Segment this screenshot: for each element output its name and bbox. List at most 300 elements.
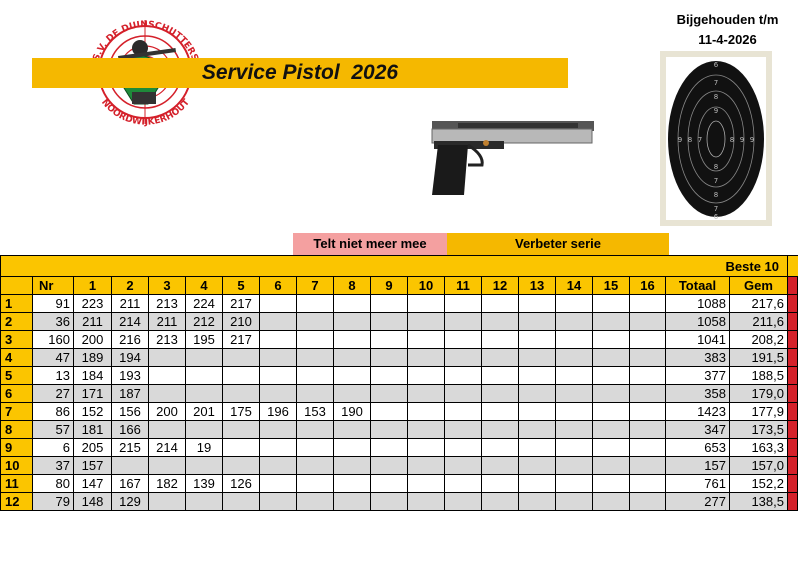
score-cell <box>371 439 408 457</box>
update-label: Bijgehouden t/m <box>676 12 779 27</box>
column-header: Totaal <box>666 277 730 295</box>
score-cell: 129 <box>112 493 149 511</box>
score-cell: 153 <box>297 403 334 421</box>
table-row <box>1 421 798 439</box>
score-cell: 19 <box>186 439 223 457</box>
score-cell <box>297 313 334 331</box>
score-cell <box>186 421 223 439</box>
score-cell <box>149 493 186 511</box>
score-cell: 214 <box>149 439 186 457</box>
table-row <box>1 349 798 367</box>
total-cell: 383 <box>666 349 730 367</box>
total-cell: 653 <box>666 439 730 457</box>
average-cell: 138,5 <box>730 493 788 511</box>
edge-strip <box>788 457 798 475</box>
score-cell: 214 <box>112 313 149 331</box>
score-cell <box>186 457 223 475</box>
score-cell <box>630 295 666 313</box>
shooter-nr-cell: 36 <box>33 313 74 331</box>
target-ring-number: 8 <box>713 93 719 101</box>
shooter-nr-cell: 80 <box>33 475 74 493</box>
score-cell <box>445 349 482 367</box>
total-cell: 377 <box>666 367 730 385</box>
score-cell <box>334 331 371 349</box>
total-cell: 347 <box>666 421 730 439</box>
score-cell: 157 <box>74 457 112 475</box>
score-cell <box>519 349 556 367</box>
average-cell: 177,9 <box>730 403 788 421</box>
score-cell: 156 <box>112 403 149 421</box>
table-row <box>1 493 798 511</box>
score-cell <box>556 457 593 475</box>
score-cell <box>186 493 223 511</box>
score-cell <box>149 385 186 403</box>
shooter-nr-cell: 27 <box>33 385 74 403</box>
edge-strip <box>788 475 798 493</box>
score-cell <box>556 367 593 385</box>
score-cell <box>630 385 666 403</box>
score-cell <box>519 367 556 385</box>
shooter-nr-cell: 37 <box>33 457 74 475</box>
score-cell <box>445 421 482 439</box>
score-cell <box>260 475 297 493</box>
score-cell <box>556 313 593 331</box>
score-cell <box>445 493 482 511</box>
rank-cell: 9 <box>1 439 33 457</box>
score-cell <box>445 385 482 403</box>
score-cell <box>371 493 408 511</box>
column-header: 9 <box>371 277 408 295</box>
rank-cell: 2 <box>1 313 33 331</box>
score-cell: 189 <box>74 349 112 367</box>
logo-text-bottom: NOORDWIJKERHOUT <box>99 97 192 128</box>
score-cell <box>260 421 297 439</box>
score-cell <box>556 475 593 493</box>
score-cell <box>297 421 334 439</box>
average-cell: 152,2 <box>730 475 788 493</box>
score-cell <box>482 331 519 349</box>
score-cell <box>593 385 630 403</box>
score-cell <box>260 385 297 403</box>
pistol-image <box>428 115 598 200</box>
score-cell <box>371 475 408 493</box>
score-cell: 167 <box>112 475 149 493</box>
score-cell <box>630 439 666 457</box>
column-header: 13 <box>519 277 556 295</box>
score-cell <box>630 313 666 331</box>
score-cell <box>445 367 482 385</box>
score-cell: 223 <box>74 295 112 313</box>
column-header: 5 <box>223 277 260 295</box>
rank-cell: 10 <box>1 457 33 475</box>
score-cell <box>371 385 408 403</box>
score-cell <box>482 421 519 439</box>
score-cell <box>334 295 371 313</box>
edge-strip <box>788 403 798 421</box>
shooter-nr-cell: 13 <box>33 367 74 385</box>
target-ring-number: 8 <box>713 191 719 199</box>
edge-strip <box>788 385 798 403</box>
score-cell <box>556 439 593 457</box>
score-cell <box>334 421 371 439</box>
score-cell: 139 <box>186 475 223 493</box>
table-row <box>1 439 798 457</box>
legend-improved-series: Verbeter serie <box>447 233 669 255</box>
score-cell <box>593 457 630 475</box>
score-cell <box>482 313 519 331</box>
score-cell: 126 <box>223 475 260 493</box>
target-ring-number: 7 <box>713 79 719 87</box>
column-header: 3 <box>149 277 186 295</box>
table-top-row <box>1 256 798 277</box>
shooter-nr-cell: 160 <box>33 331 74 349</box>
average-cell: 163,3 <box>730 439 788 457</box>
target-ring-number: 7 <box>697 136 703 144</box>
score-cell: 181 <box>74 421 112 439</box>
score-cell: 187 <box>112 385 149 403</box>
score-cell <box>519 385 556 403</box>
total-cell: 1088 <box>666 295 730 313</box>
score-cell: 190 <box>334 403 371 421</box>
score-cell <box>149 457 186 475</box>
score-cell <box>371 403 408 421</box>
score-cell <box>556 493 593 511</box>
score-cell <box>260 439 297 457</box>
score-cell <box>223 457 260 475</box>
top-blank <box>1 256 666 277</box>
score-cell <box>630 475 666 493</box>
score-cell <box>297 367 334 385</box>
legend-not-counted: Telt niet meer mee <box>293 233 447 255</box>
score-cell <box>519 313 556 331</box>
score-cell <box>593 403 630 421</box>
score-cell <box>445 457 482 475</box>
column-header: 8 <box>334 277 371 295</box>
target-ring-number: 9 <box>739 136 745 144</box>
score-cell <box>593 331 630 349</box>
column-header: 11 <box>445 277 482 295</box>
score-cell <box>408 421 445 439</box>
total-cell: 1041 <box>666 331 730 349</box>
score-cell <box>482 349 519 367</box>
score-cell: 215 <box>112 439 149 457</box>
score-cell: 224 <box>186 295 223 313</box>
target-ring-number: 7 <box>713 177 719 185</box>
average-cell: 208,2 <box>730 331 788 349</box>
score-cell <box>334 367 371 385</box>
score-cell <box>519 403 556 421</box>
shooter-nr-cell: 79 <box>33 493 74 511</box>
score-cell <box>593 349 630 367</box>
column-header: 16 <box>630 277 666 295</box>
rank-cell: 6 <box>1 385 33 403</box>
score-cell <box>408 493 445 511</box>
score-cell: 175 <box>223 403 260 421</box>
edge-strip <box>788 367 798 385</box>
score-cell <box>408 367 445 385</box>
header-corner <box>1 277 33 295</box>
score-cell: 210 <box>223 313 260 331</box>
score-cell <box>630 457 666 475</box>
score-cell <box>519 457 556 475</box>
score-cell <box>297 475 334 493</box>
total-cell: 157 <box>666 457 730 475</box>
score-cell <box>223 493 260 511</box>
rank-cell: 5 <box>1 367 33 385</box>
score-cell <box>334 385 371 403</box>
shooter-nr-cell: 86 <box>33 403 74 421</box>
score-cell <box>556 331 593 349</box>
score-cell <box>593 493 630 511</box>
score-cell <box>371 349 408 367</box>
score-cell <box>408 349 445 367</box>
column-header: 10 <box>408 277 445 295</box>
score-cell: 184 <box>74 367 112 385</box>
score-cell: 217 <box>223 295 260 313</box>
score-cell: 212 <box>186 313 223 331</box>
score-cell <box>408 295 445 313</box>
column-header: Gem <box>730 277 788 295</box>
score-cell <box>482 403 519 421</box>
score-cell <box>297 295 334 313</box>
score-cell <box>260 331 297 349</box>
score-cell <box>371 367 408 385</box>
score-cell <box>482 457 519 475</box>
score-cell <box>445 439 482 457</box>
score-cell <box>593 421 630 439</box>
edge-strip <box>788 349 798 367</box>
score-cell: 148 <box>74 493 112 511</box>
average-cell: 191,5 <box>730 349 788 367</box>
target-ring-number: 7 <box>713 205 719 213</box>
edge-strip <box>788 331 798 349</box>
score-cell <box>334 475 371 493</box>
score-cell <box>630 403 666 421</box>
edge-strip <box>788 493 798 511</box>
total-cell: 277 <box>666 493 730 511</box>
rank-cell: 11 <box>1 475 33 493</box>
score-cell <box>630 493 666 511</box>
table-row <box>1 331 798 349</box>
score-cell <box>593 439 630 457</box>
score-cell <box>519 439 556 457</box>
score-table <box>0 255 798 511</box>
score-cell <box>260 367 297 385</box>
column-header: Nr <box>33 277 74 295</box>
page-title: Service Pistol 2026 <box>201 61 399 84</box>
average-cell: 173,5 <box>730 421 788 439</box>
average-cell: 211,6 <box>730 313 788 331</box>
rank-cell: 3 <box>1 331 33 349</box>
column-header: 14 <box>556 277 593 295</box>
score-cell <box>482 439 519 457</box>
score-cell: 196 <box>260 403 297 421</box>
score-cell <box>630 331 666 349</box>
score-cell <box>556 385 593 403</box>
score-cell <box>371 457 408 475</box>
rank-cell: 4 <box>1 349 33 367</box>
score-cell <box>371 313 408 331</box>
score-cell <box>297 349 334 367</box>
column-header: 15 <box>593 277 630 295</box>
average-cell: 188,5 <box>730 367 788 385</box>
shooter-nr-cell: 57 <box>33 421 74 439</box>
score-cell <box>297 331 334 349</box>
column-header: 12 <box>482 277 519 295</box>
score-cell <box>223 367 260 385</box>
target-ring-number: 8 <box>729 136 735 144</box>
score-cell <box>445 331 482 349</box>
score-cell <box>334 457 371 475</box>
column-header: 7 <box>297 277 334 295</box>
score-cell <box>334 493 371 511</box>
score-cell <box>186 349 223 367</box>
score-cell <box>186 367 223 385</box>
score-cell <box>593 295 630 313</box>
score-cell <box>556 295 593 313</box>
score-cell: 216 <box>112 331 149 349</box>
score-cell <box>630 349 666 367</box>
table-header-row <box>1 277 798 295</box>
score-cell <box>445 313 482 331</box>
score-cell <box>260 349 297 367</box>
column-header: 4 <box>186 277 223 295</box>
table-row <box>1 367 798 385</box>
average-cell: 157,0 <box>730 457 788 475</box>
score-cell <box>334 313 371 331</box>
score-cell <box>297 493 334 511</box>
score-cell <box>408 385 445 403</box>
score-cell: 195 <box>186 331 223 349</box>
score-cell: 166 <box>112 421 149 439</box>
score-cell <box>408 331 445 349</box>
rank-cell: 8 <box>1 421 33 439</box>
score-cell <box>482 367 519 385</box>
score-cell <box>223 349 260 367</box>
score-cell <box>519 331 556 349</box>
edge-strip <box>788 277 798 295</box>
score-cell <box>556 421 593 439</box>
shooter-nr-cell: 91 <box>33 295 74 313</box>
score-cell <box>630 367 666 385</box>
target-ring-number: 8 <box>713 163 719 171</box>
score-cell <box>260 493 297 511</box>
table-row <box>1 385 798 403</box>
score-cell <box>334 349 371 367</box>
score-cell <box>519 295 556 313</box>
target-ring-number: 9 <box>677 136 683 144</box>
score-cell <box>297 457 334 475</box>
score-cell <box>482 295 519 313</box>
logo-text-top: .V. DE DUINSCHUTTER <box>94 19 197 57</box>
score-cell <box>482 475 519 493</box>
score-cell: 205 <box>74 439 112 457</box>
score-cell <box>371 421 408 439</box>
score-cell <box>519 475 556 493</box>
score-cell: 211 <box>149 313 186 331</box>
score-cell <box>519 421 556 439</box>
total-cell: 761 <box>666 475 730 493</box>
score-cell: 182 <box>149 475 186 493</box>
score-cell <box>260 457 297 475</box>
score-cell <box>445 403 482 421</box>
score-cell <box>149 367 186 385</box>
score-cell: 200 <box>149 403 186 421</box>
edge-strip <box>788 256 798 277</box>
score-cell <box>519 493 556 511</box>
rank-cell: 1 <box>1 295 33 313</box>
table-row <box>1 457 798 475</box>
shooter-nr-cell: 6 <box>33 439 74 457</box>
edge-strip <box>788 439 798 457</box>
target-ring-number: 8 <box>687 136 693 144</box>
score-cell <box>445 295 482 313</box>
score-cell <box>371 331 408 349</box>
target-image <box>660 51 772 226</box>
score-cell <box>371 295 408 313</box>
edge-strip <box>788 295 798 313</box>
total-cell: 1423 <box>666 403 730 421</box>
score-cell <box>556 349 593 367</box>
score-cell <box>297 385 334 403</box>
target-ring-number: 6 <box>713 213 719 221</box>
score-cell <box>149 349 186 367</box>
score-cell <box>593 313 630 331</box>
score-cell <box>334 439 371 457</box>
score-cell: 194 <box>112 349 149 367</box>
table-row <box>1 313 798 331</box>
table-row <box>1 295 798 313</box>
edge-strip <box>788 421 798 439</box>
rank-cell: 7 <box>1 403 33 421</box>
edge-strip <box>788 313 798 331</box>
score-cell <box>260 313 297 331</box>
average-cell: 179,0 <box>730 385 788 403</box>
score-cell: 147 <box>74 475 112 493</box>
score-cell <box>260 295 297 313</box>
score-cell: 200 <box>74 331 112 349</box>
shooter-nr-cell: 47 <box>33 349 74 367</box>
total-cell: 358 <box>666 385 730 403</box>
score-cell: 152 <box>74 403 112 421</box>
total-cell: 1058 <box>666 313 730 331</box>
score-cell: 213 <box>149 331 186 349</box>
target-ring-number: 6 <box>713 61 719 69</box>
score-cell <box>630 421 666 439</box>
score-cell <box>408 457 445 475</box>
score-cell <box>297 439 334 457</box>
score-cell <box>223 439 260 457</box>
average-cell: 217,6 <box>730 295 788 313</box>
score-cell: 217 <box>223 331 260 349</box>
score-cell: 211 <box>112 295 149 313</box>
score-cell <box>408 313 445 331</box>
score-cell: 211 <box>74 313 112 331</box>
score-cell <box>556 403 593 421</box>
table-row <box>1 475 798 493</box>
score-cell: 213 <box>149 295 186 313</box>
score-cell: 193 <box>112 367 149 385</box>
score-cell <box>186 385 223 403</box>
score-cell <box>223 421 260 439</box>
table-row <box>1 403 798 421</box>
target-ring-number: 9 <box>749 136 755 144</box>
score-cell <box>408 403 445 421</box>
score-cell <box>482 385 519 403</box>
score-cell <box>223 385 260 403</box>
best10-label: Beste 10 <box>666 256 788 277</box>
column-header: 1 <box>74 277 112 295</box>
